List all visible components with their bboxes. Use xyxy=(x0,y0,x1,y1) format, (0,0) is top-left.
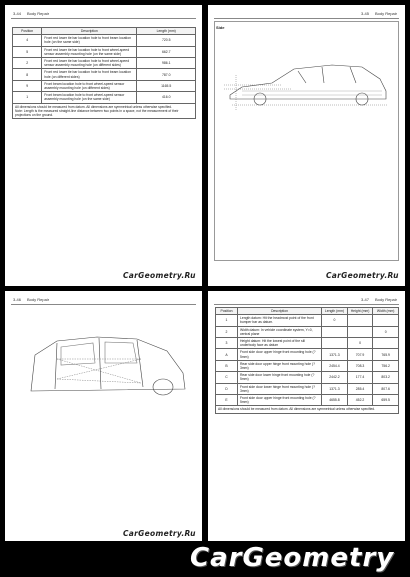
view-label: Side xyxy=(216,25,225,30)
table-cell: 1371.3 xyxy=(322,383,348,394)
table-cell: 0 xyxy=(347,338,373,349)
table-row xyxy=(216,326,399,337)
table-row xyxy=(13,46,196,57)
pillar-lines xyxy=(298,67,356,83)
table-cell: Height datum: Hit the lowest point of the sill underbody face as datum xyxy=(237,338,321,349)
table-cell: 0 xyxy=(373,326,399,337)
table-cell: 452.2 xyxy=(347,395,373,406)
table-row xyxy=(13,69,196,80)
table-cell: 2442.2 xyxy=(322,372,348,383)
col-header: Height (mm) xyxy=(347,308,373,315)
table-cell: C xyxy=(216,372,238,383)
coordinate-table xyxy=(215,307,399,406)
table-cell: 659.5 xyxy=(373,395,399,406)
page-number: 3-44 xyxy=(13,11,22,16)
table-cell: E xyxy=(216,395,238,406)
page-header xyxy=(13,297,49,302)
table-cell: 1371.3 xyxy=(322,349,348,360)
header-rule xyxy=(11,304,196,305)
section-title: Body Repair xyxy=(27,11,50,16)
table-cell: 1165.5 xyxy=(137,80,196,91)
page-number: 3-45 xyxy=(360,11,369,16)
table-cell xyxy=(322,326,348,337)
table-row xyxy=(13,35,196,46)
table-cell xyxy=(373,338,399,349)
table-cell: 0 xyxy=(322,315,348,326)
coordinate-table-wrapper xyxy=(215,307,399,414)
header-rule xyxy=(214,18,399,19)
table-cell: 416.0 xyxy=(137,92,196,103)
dimension-line xyxy=(57,379,141,383)
table-cell: Rear side door upper hinge front mounting hole (?3mm) xyxy=(237,360,321,371)
table-row xyxy=(216,315,399,326)
side-body-diagram xyxy=(222,55,394,115)
table-cell: Front red lower tie bar location hole to front beam location hole (on the same side) xyxy=(42,35,137,46)
col-header: Position xyxy=(13,28,42,35)
col-header: Length (mm) xyxy=(322,308,348,315)
dimension-line xyxy=(57,359,141,379)
table-row xyxy=(216,395,399,406)
manual-page-3-45 xyxy=(208,5,405,286)
body-outline xyxy=(230,65,386,99)
table-cell: Front beam location hole to front wheel-speed sensor assembly mounting hole (on different sides) xyxy=(42,80,137,91)
table-header-row xyxy=(13,28,196,35)
table-cell: 4655.8 xyxy=(322,395,348,406)
length-table-wrapper xyxy=(12,27,196,119)
table-cell: B xyxy=(216,360,238,371)
table-row xyxy=(216,360,399,371)
col-header: Description xyxy=(42,28,137,35)
table-cell: Front beam location hole to front wheel-speed sensor assembly mounting hole (on the same side) xyxy=(42,92,137,103)
col-header: Description xyxy=(237,308,321,315)
table-cell: D xyxy=(216,383,238,394)
section-title: Body Repair xyxy=(27,297,50,302)
table-cell: Front red lower tie bar location hole to front wheel-speed sensor assembly mounting hole (on different sides) xyxy=(42,58,137,69)
col-header: Position xyxy=(216,308,238,315)
table-cell: 2 xyxy=(216,326,238,337)
table-cell: 3 xyxy=(216,338,238,349)
section-title: Body Repair xyxy=(374,297,397,302)
manual-page-3-46 xyxy=(5,291,202,541)
table-cell xyxy=(347,326,373,337)
table-cell xyxy=(373,315,399,326)
table-cell: Front side door upper hinge front mounting hole (?5mm) xyxy=(237,349,321,360)
body-side-perspective-diagram xyxy=(27,333,189,403)
table-cell: 756.2 xyxy=(373,360,399,371)
watermark: CarGeometry.Ru xyxy=(123,529,196,538)
page-header xyxy=(361,297,397,302)
length-table xyxy=(12,27,196,104)
table-cell: 807.6 xyxy=(373,383,399,394)
manual-page-3-44 xyxy=(5,5,202,286)
table-cell: 787.0 xyxy=(137,69,196,80)
watermark-large: CarGeometry xyxy=(190,543,395,573)
table-row xyxy=(216,383,399,394)
table-cell: 765.9 xyxy=(373,349,399,360)
body-outline xyxy=(31,337,185,391)
page-number: 3-47 xyxy=(360,297,369,302)
rear-wheel-arch xyxy=(153,379,173,395)
table-cell: 1 xyxy=(13,92,42,103)
table-cell: 2 xyxy=(13,58,42,69)
table-cell: Front side door lower hinge front mounting hole (?3mm) xyxy=(237,383,321,394)
table-row xyxy=(13,92,196,103)
table-cell: Rear side door lower hinge front mounting hole (?5mm) xyxy=(237,372,321,383)
table-cell: Front side door upper hinge front mounting hole (?5mm) xyxy=(237,395,321,406)
watermark: CarGeometry.Ru xyxy=(123,271,196,280)
table-cell: 4 xyxy=(13,35,42,46)
table-cell: 8 xyxy=(13,69,42,80)
table-row xyxy=(216,372,399,383)
table-row xyxy=(13,58,196,69)
manual-page-3-47 xyxy=(208,291,405,541)
watermark: CarGeometry.Ru xyxy=(326,271,399,280)
page-header xyxy=(361,11,397,16)
door-pillars xyxy=(55,338,143,389)
table-cell: 720.5 xyxy=(137,35,196,46)
table-cell: 707.9 xyxy=(347,349,373,360)
table-cell: Front red lower tie bar location hole to front beam location hole (on different sides) xyxy=(42,69,137,80)
table-cell: Length datum: Hit the headmost point of the front bumper bar as datum. xyxy=(237,315,321,326)
table-cell: Front red lower tie bar location hole to front wheel-speed sensor assembly mounting hole (on the same side) xyxy=(42,46,137,57)
col-header: Length (mm) xyxy=(137,28,196,35)
table-header-row xyxy=(216,308,399,315)
table-cell: 285.4 xyxy=(347,383,373,394)
col-header: Width (mm) xyxy=(373,308,399,315)
table-cell: 2454.4 xyxy=(322,360,348,371)
section-title: Body Repair xyxy=(374,11,397,16)
table-cell: 986.1 xyxy=(137,58,196,69)
table-note: All dimensions should be measured from datum. All dimensions are symmetrical unless otherwise specified. Note: Length is the measured straight-line distance between two points in a space, not the measurement of their projections on the ground. xyxy=(12,104,196,120)
table-cell: 9 xyxy=(13,80,42,91)
table-cell: 708.3 xyxy=(347,360,373,371)
table-cell: 177.4 xyxy=(347,372,373,383)
table-cell: 1 xyxy=(216,315,238,326)
table-row xyxy=(216,349,399,360)
table-cell: 803.2 xyxy=(373,372,399,383)
table-note: All dimensions should be measured from datum. All dimensions are symmetrical unless otherwise specified. xyxy=(215,406,399,413)
table-row xyxy=(216,338,399,349)
table-cell: A xyxy=(216,349,238,360)
table-cell xyxy=(322,338,348,349)
table-cell: 662.7 xyxy=(137,46,196,57)
table-cell: 5 xyxy=(13,46,42,57)
header-rule xyxy=(214,304,399,305)
table-row xyxy=(13,80,196,91)
page-header xyxy=(13,11,49,16)
table-cell: Width datum: In vehicle coordinate system, Y=0, central plane xyxy=(237,326,321,337)
page-number: 3-46 xyxy=(13,297,22,302)
table-cell xyxy=(347,315,373,326)
header-rule xyxy=(11,18,196,19)
